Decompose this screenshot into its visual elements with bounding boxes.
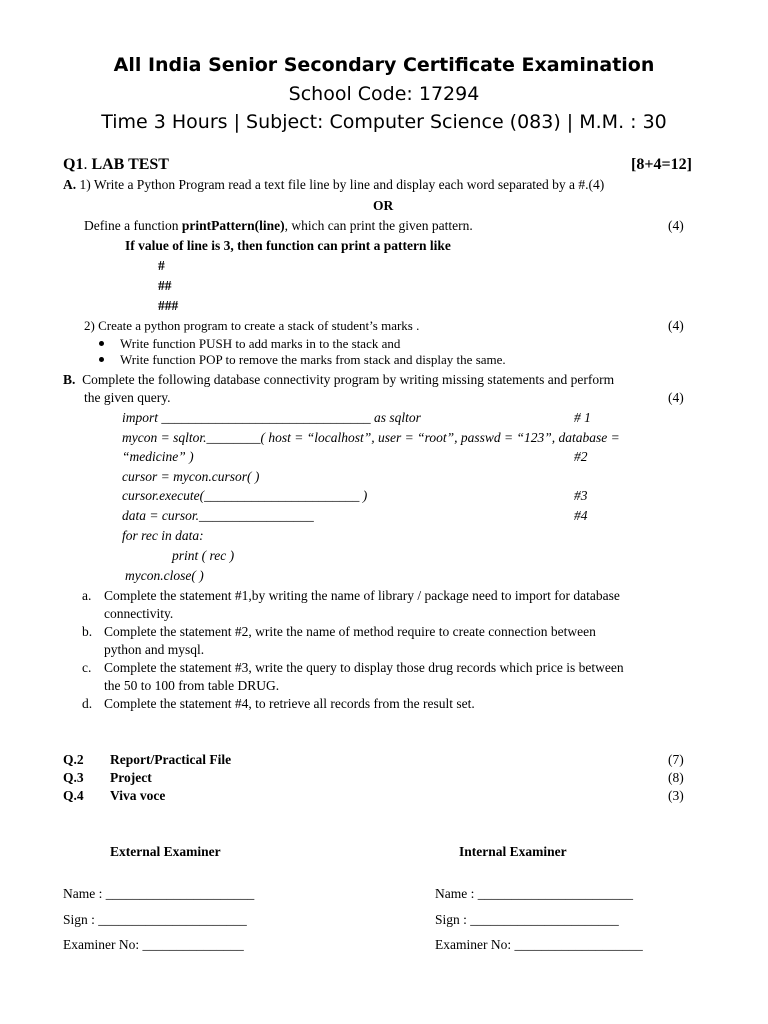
pattern-intro: If value of line is 3, then function can print a pattern like — [125, 238, 451, 253]
sub-question-text: connectivity. — [104, 606, 174, 621]
code-tag: # 1 — [574, 410, 591, 425]
q1-b-marks: (4) — [668, 390, 684, 405]
question-number: Q.2 — [63, 752, 84, 767]
internal-sign-field: Sign : ______________________ — [435, 912, 619, 927]
code-tag: #2 — [574, 449, 588, 464]
q1-a2-text: 2) Create a python program to create a stack of student’s marks . — [84, 318, 420, 333]
question-number: Q.4 — [63, 788, 84, 803]
bullet-item: Write function PUSH to add marks in to the stack and — [120, 336, 401, 351]
sub-question-text: Complete the statement #3, write the query to display those drug records which price is between — [104, 660, 624, 675]
sub-question-label: d. — [82, 696, 93, 711]
q1-b-label: B. — [63, 372, 76, 387]
sub-question-label: c. — [82, 660, 92, 675]
internal-examiner-heading: Internal Examiner — [459, 844, 567, 859]
q1-a1 — [63, 177, 604, 193]
external-examiner-no-field: Examiner No: _______________ — [63, 937, 244, 952]
q1-b-text: Complete the following database connectivity program by writing missing statements and perform — [82, 372, 615, 387]
sub-question-text: Complete the statement #1,by writing the name of library / package need to import for database — [104, 588, 620, 603]
school-code: School Code: 17294 — [288, 83, 480, 105]
internal-name-field: Name : _______________________ — [435, 886, 633, 901]
code-line: print ( rec ) — [172, 548, 235, 563]
q1-a2-marks: (4) — [668, 318, 684, 333]
sub-question-text: Complete the statement #2, write the name of method require to create connection between — [104, 624, 596, 639]
sub-question-text: the 50 to 100 from table DRUG. — [104, 678, 280, 693]
code-line: cursor.execute(_______________________ ) — [122, 488, 368, 503]
code-line: mycon.close( ) — [125, 568, 204, 583]
q1-b-text-2: the given query. — [84, 390, 171, 405]
question-title: Viva voce — [110, 788, 166, 803]
define-marks: (4) — [668, 218, 684, 233]
external-examiner-heading: External Examiner — [110, 844, 221, 859]
question-marks: (8) — [668, 770, 684, 785]
q1-a1-text: 1) Write a Python Program read a text file line by line and display each word separated by a #.(4) — [76, 177, 605, 192]
code-tag: #4 — [574, 508, 588, 523]
code-line: for rec in data: — [122, 528, 204, 543]
exam-meta: Time 3 Hours | Subject: Computer Science (083) | M.M. : 30 — [101, 111, 667, 133]
function-name: printPattern(line) — [181, 218, 285, 233]
pattern-line: # — [158, 258, 165, 273]
sub-question-label: b. — [82, 624, 93, 639]
external-sign-field: Sign : ______________________ — [63, 912, 247, 927]
question-title: Project — [110, 770, 152, 785]
bullet-item: Write function POP to remove the marks from stack and display the same. — [120, 352, 506, 367]
sub-question-text: python and mysql. — [104, 642, 205, 657]
question-title: Report/Practical File — [110, 752, 232, 767]
bullet-icon — [99, 357, 104, 362]
q1-dot: . — [83, 156, 88, 173]
code-line: mycon = sqltor.________( host = “localhost”, user = “root”, passwd = “123”, database = — [122, 430, 620, 445]
q1-heading — [63, 156, 169, 174]
define-function-text — [84, 218, 473, 234]
define-pre: Define a function — [84, 218, 182, 233]
question-marks: (3) — [668, 788, 684, 803]
sub-question-label: a. — [82, 588, 92, 603]
exam-title: All India Senior Secondary Certificate Examination — [113, 54, 655, 76]
question-marks: (7) — [668, 752, 684, 767]
code-line: cursor = mycon.cursor( ) — [122, 469, 260, 484]
q1-title: LAB TEST — [87, 156, 169, 173]
internal-examiner-no-field: Examiner No: ___________________ — [435, 937, 643, 952]
or-divider: OR — [373, 198, 394, 213]
external-name-field: Name : ______________________ — [63, 886, 255, 901]
pattern-line: ### — [158, 298, 179, 313]
sub-question-text: Complete the statement #4, to retrieve all records from the result set. — [104, 696, 475, 711]
bullet-icon — [99, 341, 104, 346]
question-number: Q.3 — [63, 770, 84, 785]
define-post: , which can print the given pattern. — [284, 218, 473, 233]
q1-marks: [8+4=12] — [631, 156, 692, 173]
q1-number: Q1 — [63, 156, 84, 173]
q1-a-label: A. — [63, 177, 77, 192]
code-line: “medicine” ) — [122, 449, 194, 464]
code-line: import _______________________________ as sqltor — [122, 410, 421, 425]
code-tag: #3 — [574, 488, 588, 503]
code-line: data = cursor._________________ — [122, 508, 314, 523]
pattern-line: ## — [158, 278, 172, 293]
q1-b-text-1 — [63, 372, 614, 388]
